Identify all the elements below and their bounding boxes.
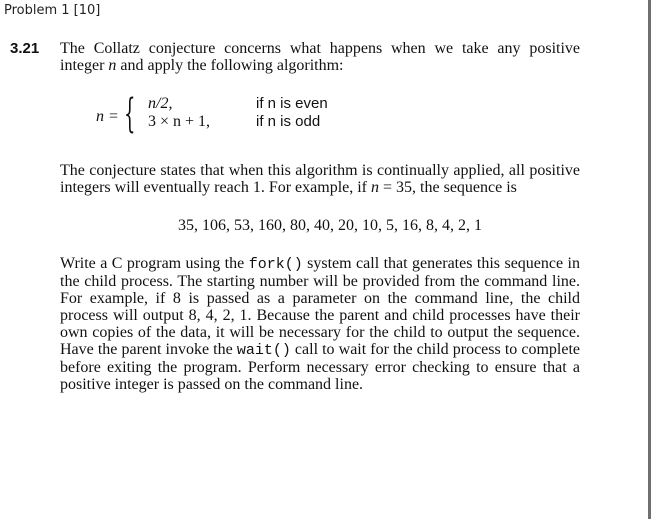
equation-lhs: n = [96, 108, 119, 125]
intro-text-2: and apply the following algorithm: [116, 57, 344, 74]
statement-text-2: = 35, the sequence is [379, 179, 517, 196]
intro-variable-n: n [108, 57, 117, 74]
wait-call-code: wait() [236, 342, 291, 359]
task-text-2: system call that generates this sequence in the child process. The starting number will be provided from the command line. For example, if 8 is passed as a parameter on the command line, the child process will output 8, 4, 2, 1. Because the parent and child processes have their own copies of the data, it will be necessary for the child to output the sequence. Have the parent invoke the [60, 255, 580, 358]
statement-variable-n: n [371, 179, 380, 196]
fork-call-code: fork() [248, 256, 303, 273]
collatz-equation [96, 91, 580, 139]
equation-case-odd [148, 113, 320, 130]
intro-paragraph [60, 40, 580, 74]
statement-text-1: The conjecture states that when this algorithm is continually applied, all positive integers will eventually reach 1. For example, if [60, 162, 580, 196]
problem-body [60, 40, 580, 393]
intro-text-1: The Collatz conjecture concerns what happens when we take any positive integer [60, 40, 580, 74]
right-border-rule [648, 0, 651, 519]
case-odd-expression: 3 × n + 1, [148, 113, 211, 130]
case-even-expression: n/2, [148, 95, 173, 112]
case-even-condition: if n is even [256, 95, 328, 112]
task-paragraph [60, 255, 580, 393]
page-header: Problem 1 [10] [4, 3, 101, 18]
example-sequence: 35, 106, 53, 160, 80, 40, 20, 10, 5, 16, 8, 4, 2, 1 [178, 217, 482, 234]
task-text-3: call to wait for the child process to complete before exiting the program. Perform necessary error checking to ensure that a positive integer is passed on the command line. [60, 341, 580, 393]
case-odd-condition: if n is odd [256, 113, 321, 130]
equation-case-even [148, 95, 328, 112]
statement-paragraph [60, 162, 580, 196]
left-brace-icon: { [124, 91, 136, 137]
task-text-1: Write a C program using the [60, 255, 249, 272]
problem-number: 3.21 [10, 40, 40, 57]
